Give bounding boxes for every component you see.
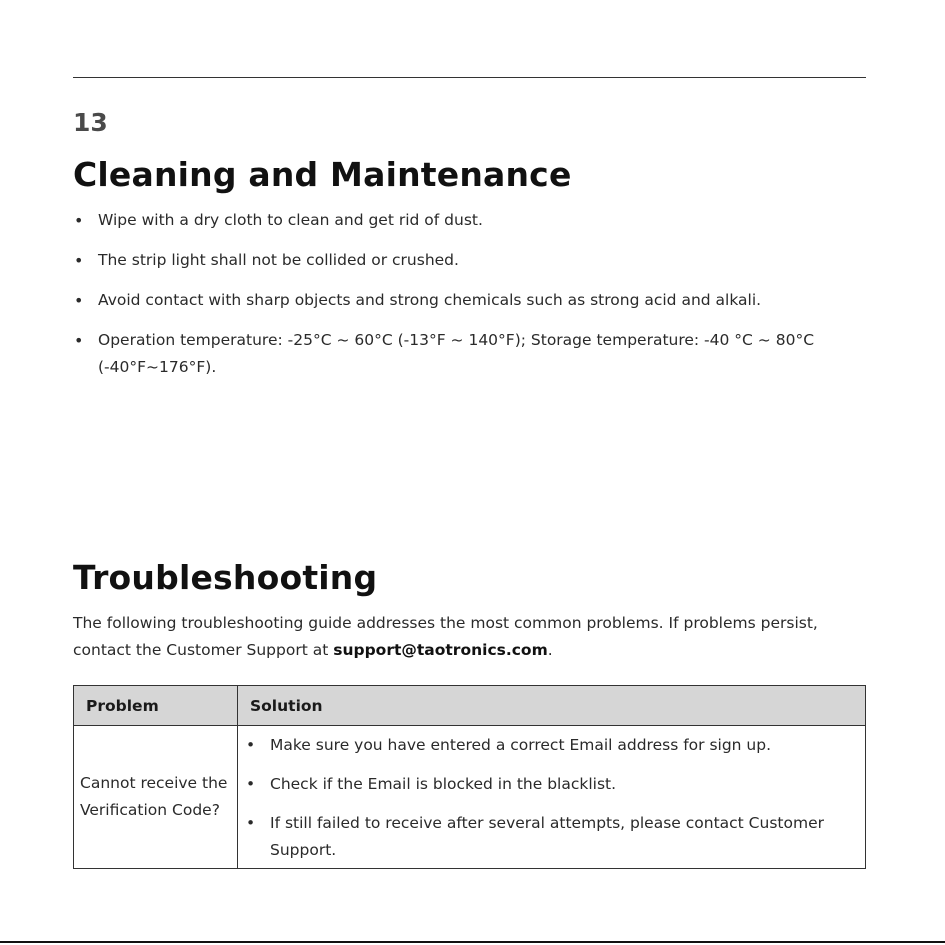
- list-item: • The strip light shall not be collided or crushed.: [73, 247, 863, 274]
- troubleshooting-table: [73, 685, 866, 869]
- page-number: 13: [73, 108, 108, 137]
- list-item: • Check if the Email is blocked in the blacklist.: [244, 771, 853, 798]
- table-row: [74, 726, 866, 869]
- intro-end: .: [547, 641, 553, 659]
- problem-cell: Cannot receive the Verification Code?: [74, 726, 238, 869]
- column-header-problem: Problem: [74, 686, 238, 726]
- intro-text: The following troubleshooting guide addresses the most common problems. If problems persist, contact the Customer Support at: [73, 614, 818, 659]
- support-email-link[interactable]: support@taotronics.com: [333, 641, 548, 659]
- list-item: • If still failed to receive after several attempts, please contact Customer Support.: [244, 810, 853, 864]
- troubleshooting-intro: [73, 610, 873, 664]
- cleaning-list: [73, 207, 863, 394]
- header-divider: [73, 77, 866, 78]
- solution-list: [244, 732, 853, 864]
- list-item: • Wipe with a dry cloth to clean and get rid of dust.: [73, 207, 863, 234]
- list-item: • Avoid contact with sharp objects and strong chemicals such as strong acid and alkali.: [73, 287, 863, 314]
- column-header-solution: Solution: [238, 686, 866, 726]
- list-item: • Make sure you have entered a correct Email address for sign up.: [244, 732, 853, 759]
- table-header-row: [74, 686, 866, 726]
- list-item: • Operation temperature: -25°C ~ 60°C (-13°F ~ 140°F); Storage temperature: -40 °C ~ 80°C (-40°F~176°F).: [73, 327, 863, 381]
- footer-divider: [0, 941, 945, 943]
- cleaning-heading: Cleaning and Maintenance: [73, 155, 572, 194]
- solution-cell: [238, 726, 866, 869]
- troubleshooting-heading: Troubleshooting: [73, 558, 378, 597]
